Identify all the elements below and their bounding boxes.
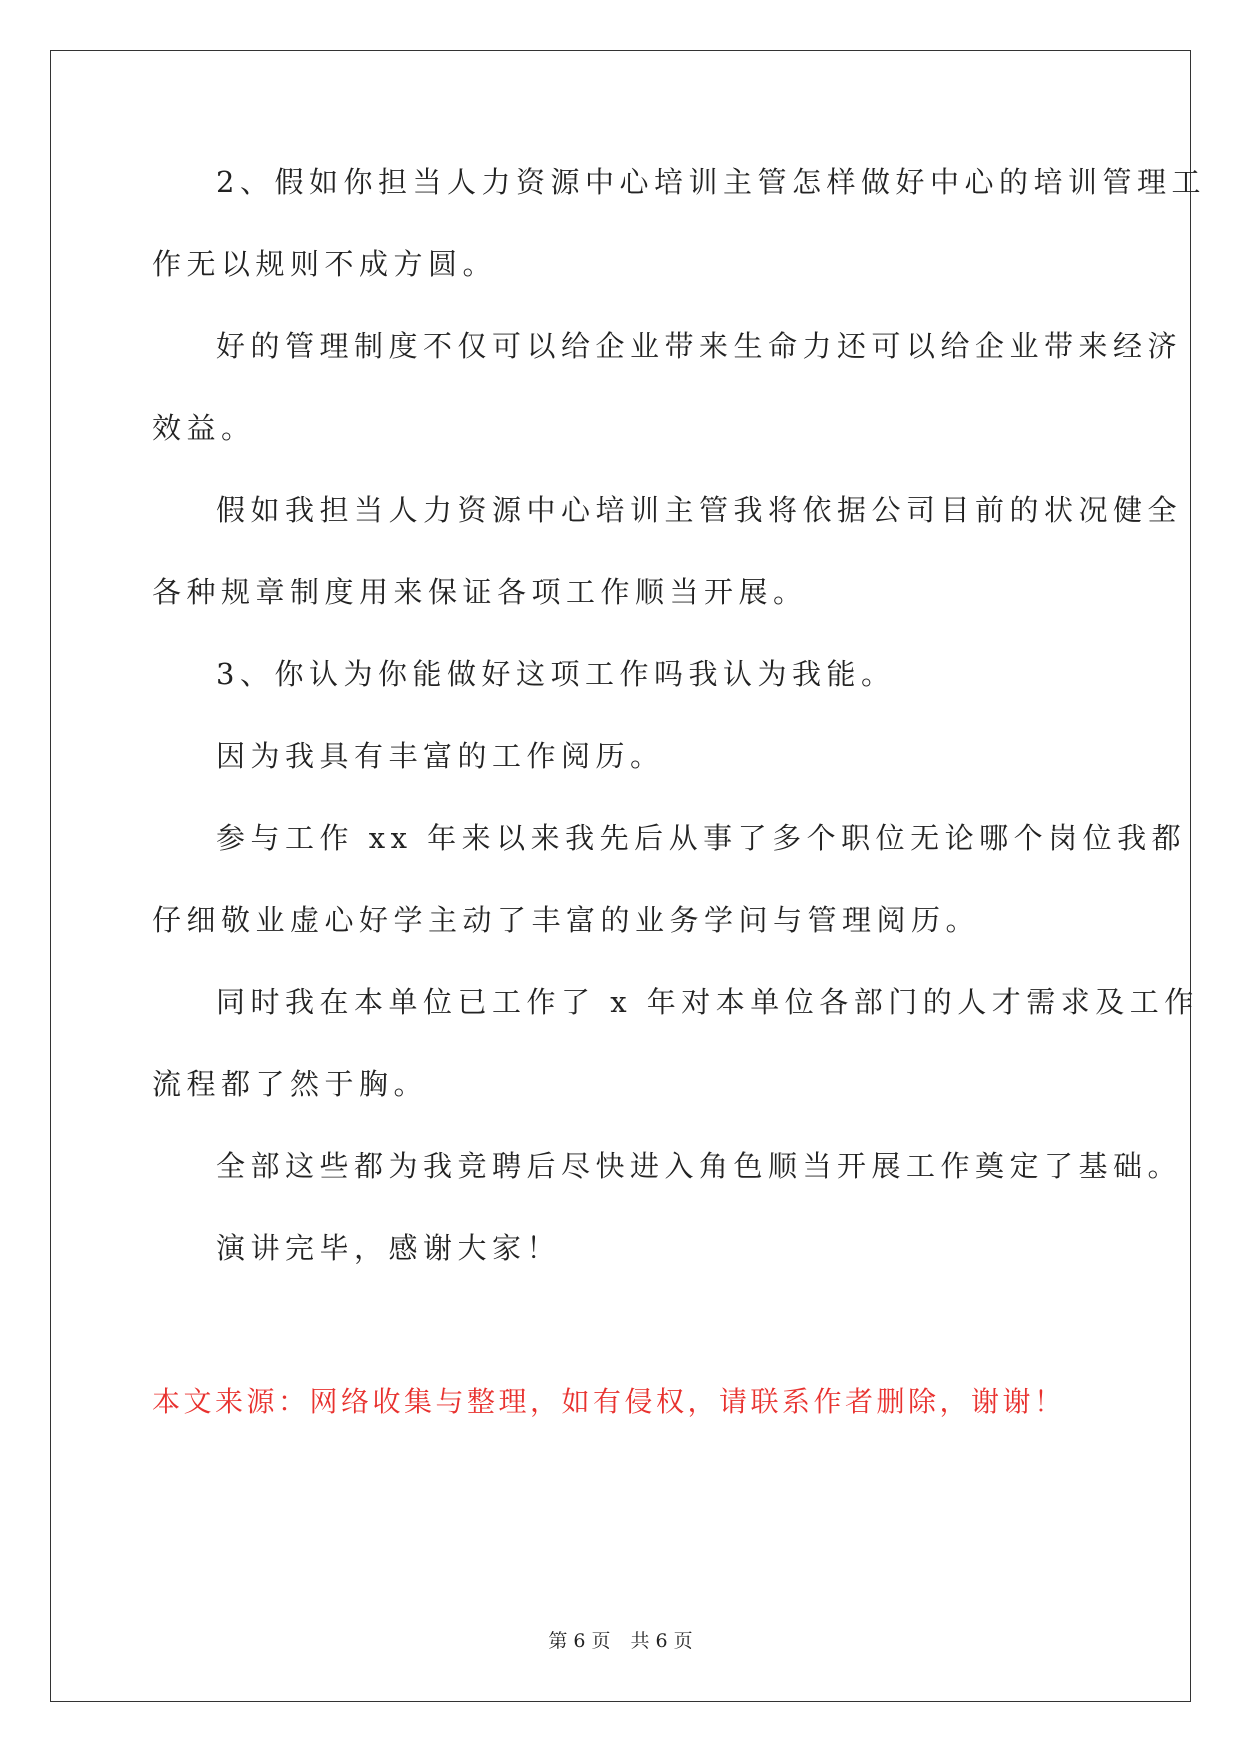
page-number-current: 第 6 页 [548, 1630, 611, 1652]
paragraph-line: 假如我担当人力资源中心培训主管我将依据公司目前的状况健全 [216, 493, 1183, 527]
page-number-total: 共 6 页 [630, 1630, 693, 1652]
paragraph-line: 流程都了然于胸。 [152, 1067, 429, 1101]
paragraph-line: 2、假如你担当人力资源中心培训主管怎样做好中心的培训管理工 [216, 165, 1206, 199]
paragraph-line: 仔细敬业虚心好学主动了丰富的业务学问与管理阅历。 [152, 903, 981, 937]
document-body [152, 162, 1206, 1268]
page-footer [0, 1626, 1241, 1653]
paragraph-line: 好的管理制度不仅可以给企业带来生命力还可以给企业带来经济 [216, 329, 1183, 363]
paragraph-line: 各种规章制度用来保证各项工作顺当开展。 [152, 575, 808, 609]
paragraph-line: 效益。 [152, 411, 256, 445]
paragraph-line: 3、你认为你能做好这项工作吗我认为我能。 [216, 657, 896, 691]
paragraph-line: 作无以规则不成方圆。 [152, 247, 498, 281]
paragraph-line: 同时我在本单位已工作了 x 年对本单位各部门的人才需求及工作 [216, 985, 1199, 1019]
paragraph-line: 参与工作 xx 年来以来我先后从事了多个职位无论哪个岗位我都 [216, 821, 1187, 855]
paragraph-line: 全部这些都为我竞聘后尽快进入角色顺当开展工作奠定了基础。 [216, 1149, 1183, 1183]
paragraph-line: 因为我具有丰富的工作阅历。 [216, 739, 665, 773]
paragraph-line: 演讲完毕，感谢大家！ [216, 1231, 562, 1265]
source-note: 本文来源：网络收集与整理，如有侵权，请联系作者删除，谢谢！ [152, 1385, 1066, 1418]
